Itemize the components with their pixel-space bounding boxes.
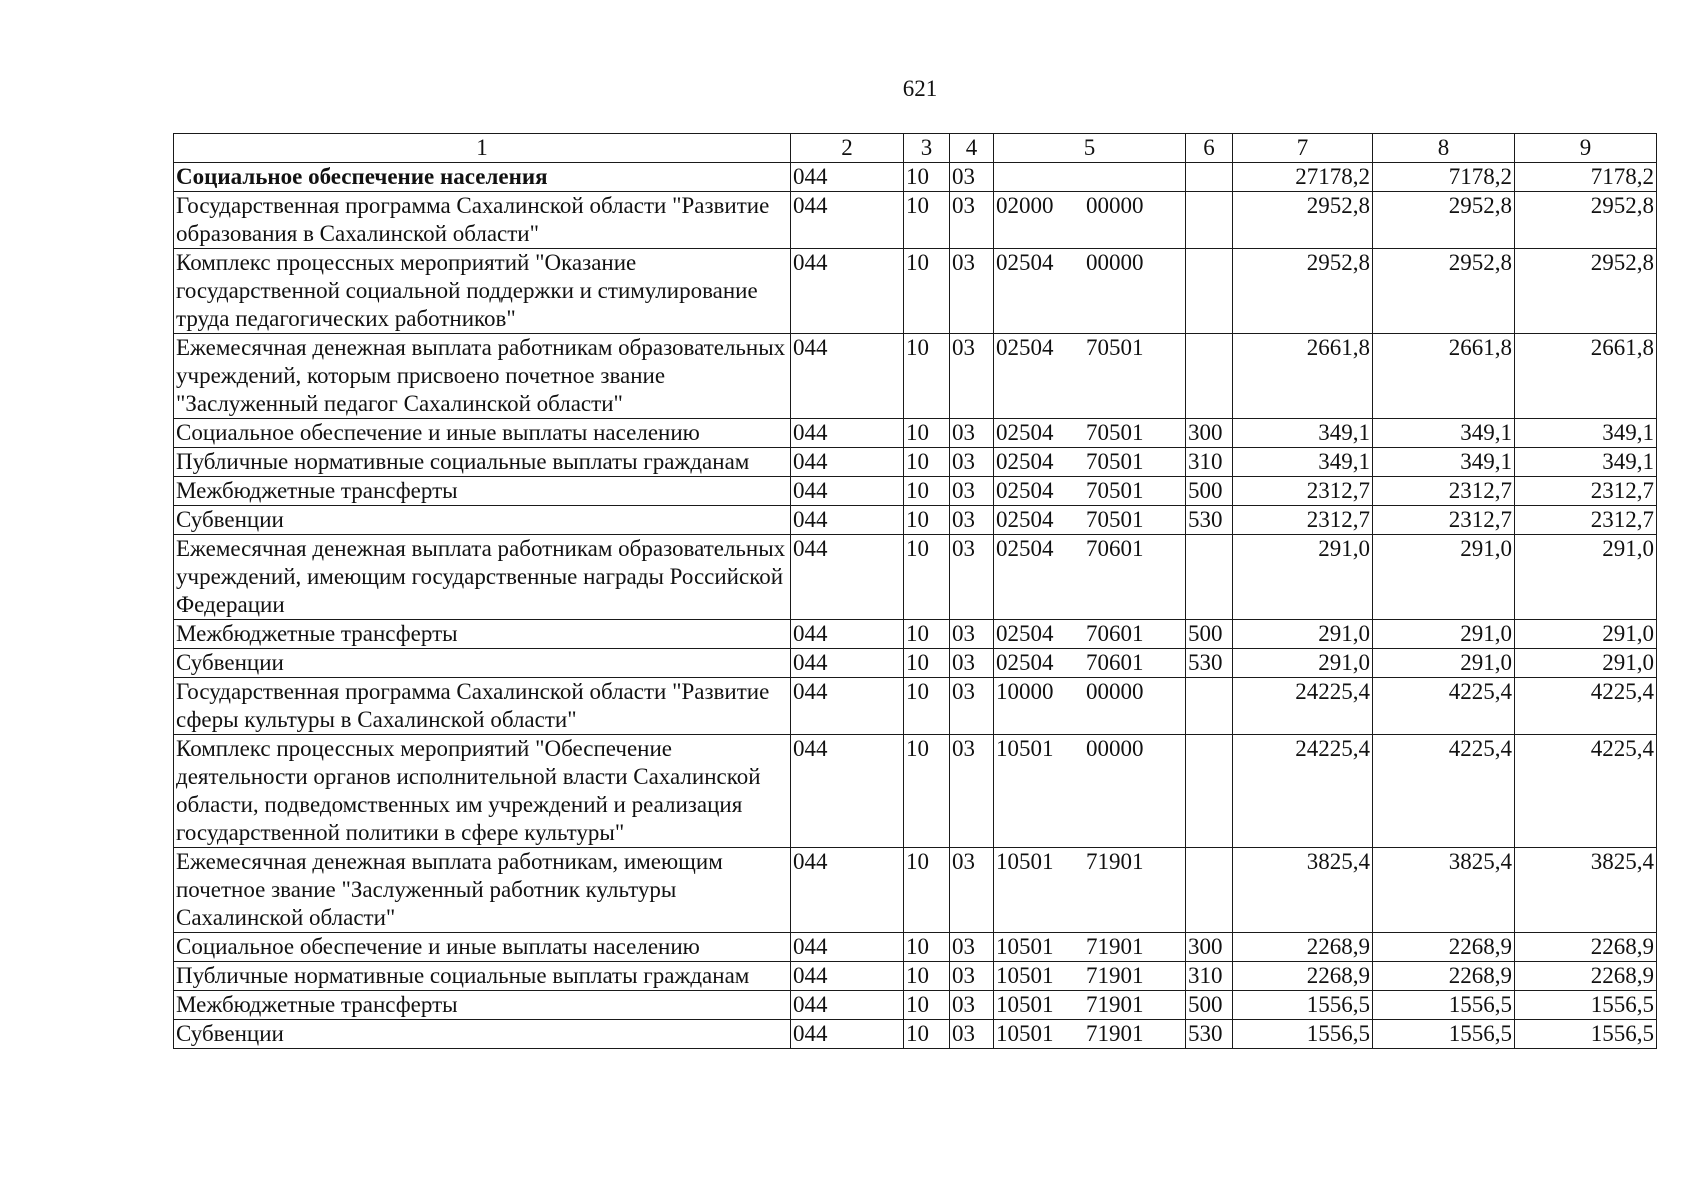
row-amount-col8: 291,0 — [1373, 620, 1515, 649]
row-amount-col9: 2312,7 — [1515, 506, 1657, 535]
target-code-part2: 71901 — [1086, 963, 1144, 988]
target-code-part1: 10501 — [996, 849, 1054, 874]
row-amount-col8: 2312,7 — [1373, 477, 1515, 506]
row-amount-col9: 1556,5 — [1515, 991, 1657, 1020]
table-row — [174, 962, 1657, 991]
target-code-part1: 10501 — [996, 934, 1054, 959]
row-amount-col7: 349,1 — [1233, 419, 1373, 448]
target-code-part2: 70501 — [1086, 420, 1144, 445]
row-amount-col7: 3825,4 — [1233, 848, 1373, 933]
row-code-expense-type: 300 — [1186, 933, 1233, 962]
row-code-expense-type: 310 — [1186, 962, 1233, 991]
target-code-part2: 00000 — [1086, 736, 1144, 761]
row-amount-col8: 3825,4 — [1373, 848, 1515, 933]
row-code-section: 10 — [904, 678, 950, 735]
row-code-expense-type — [1186, 848, 1233, 933]
row-code-subsection: 03 — [950, 962, 994, 991]
row-code-expense-type — [1186, 163, 1233, 192]
target-code-part2: 70601 — [1086, 650, 1144, 675]
row-code-expense-type: 300 — [1186, 419, 1233, 448]
column-header: 6 — [1186, 134, 1233, 163]
target-code-part1: 10501 — [996, 1021, 1054, 1046]
target-code-part1: 02504 — [996, 449, 1054, 474]
column-header: 2 — [791, 134, 904, 163]
column-header: 9 — [1515, 134, 1657, 163]
row-code-section: 10 — [904, 735, 950, 848]
row-code-subsection: 03 — [950, 477, 994, 506]
row-amount-col8: 291,0 — [1373, 535, 1515, 620]
row-amount-col8: 2268,9 — [1373, 962, 1515, 991]
target-code-part1: 10501 — [996, 963, 1054, 988]
row-code-subsection: 03 — [950, 506, 994, 535]
row-amount-col8: 1556,5 — [1373, 991, 1515, 1020]
row-code-expense-type: 310 — [1186, 448, 1233, 477]
row-code-target — [994, 163, 1186, 192]
row-amount-col9: 1556,5 — [1515, 1020, 1657, 1049]
row-amount-col7: 27178,2 — [1233, 163, 1373, 192]
row-amount-col7: 349,1 — [1233, 448, 1373, 477]
target-code-part1: 10501 — [996, 736, 1054, 761]
row-name: Субвенции — [174, 1020, 791, 1049]
row-code-subsection: 03 — [950, 419, 994, 448]
row-code-subsection: 03 — [950, 678, 994, 735]
row-code-section: 10 — [904, 649, 950, 678]
row-amount-col9: 349,1 — [1515, 419, 1657, 448]
row-amount-col7: 291,0 — [1233, 535, 1373, 620]
row-code-target — [994, 477, 1186, 506]
target-code-part2: 00000 — [1086, 193, 1144, 218]
row-amount-col7: 2268,9 — [1233, 933, 1373, 962]
row-code-expense-type — [1186, 192, 1233, 249]
table-row — [174, 1020, 1657, 1049]
target-code-part1: 02504 — [996, 621, 1054, 646]
row-code-section: 10 — [904, 448, 950, 477]
row-name: Межбюджетные трансферты — [174, 620, 791, 649]
row-amount-col7: 2268,9 — [1233, 962, 1373, 991]
row-name: Социальное обеспечение населения — [174, 163, 791, 192]
row-amount-col9: 2952,8 — [1515, 249, 1657, 334]
target-code-part2: 71901 — [1086, 934, 1144, 959]
row-amount-col7: 24225,4 — [1233, 735, 1373, 848]
row-code-ministry: 044 — [791, 933, 904, 962]
row-amount-col9: 291,0 — [1515, 620, 1657, 649]
row-amount-col7: 291,0 — [1233, 620, 1373, 649]
row-amount-col8: 2952,8 — [1373, 249, 1515, 334]
row-code-subsection: 03 — [950, 334, 994, 419]
row-code-target — [994, 735, 1186, 848]
row-amount-col8: 291,0 — [1373, 649, 1515, 678]
row-code-ministry: 044 — [791, 506, 904, 535]
row-code-target — [994, 419, 1186, 448]
row-amount-col7: 2952,8 — [1233, 249, 1373, 334]
row-code-section: 10 — [904, 163, 950, 192]
row-code-expense-type — [1186, 735, 1233, 848]
row-code-section: 10 — [904, 962, 950, 991]
row-code-target — [994, 962, 1186, 991]
target-code-part1: 02504 — [996, 507, 1054, 532]
row-code-subsection: 03 — [950, 1020, 994, 1049]
row-code-ministry: 044 — [791, 477, 904, 506]
row-name: Субвенции — [174, 506, 791, 535]
row-code-target — [994, 991, 1186, 1020]
table-row — [174, 249, 1657, 334]
row-code-section: 10 — [904, 535, 950, 620]
target-code-part2: 00000 — [1086, 250, 1144, 275]
row-code-section: 10 — [904, 991, 950, 1020]
row-code-subsection: 03 — [950, 933, 994, 962]
row-amount-col9: 2952,8 — [1515, 192, 1657, 249]
row-code-ministry: 044 — [791, 192, 904, 249]
table-row — [174, 334, 1657, 419]
row-amount-col8: 4225,4 — [1373, 735, 1515, 848]
target-code-part1: 02504 — [996, 335, 1054, 360]
target-code-part2: 70601 — [1086, 621, 1144, 646]
column-number-row — [174, 134, 1657, 163]
row-code-subsection: 03 — [950, 192, 994, 249]
row-amount-col9: 291,0 — [1515, 535, 1657, 620]
row-code-target — [994, 678, 1186, 735]
row-name: Ежемесячная денежная выплата работникам образовательных учреждений, которым присвоено почетное звание "Заслуженный педагог Сахалинской области" — [174, 334, 791, 419]
row-amount-col9: 3825,4 — [1515, 848, 1657, 933]
target-code-part1: 02504 — [996, 478, 1054, 503]
table-row — [174, 735, 1657, 848]
row-amount-col9: 4225,4 — [1515, 678, 1657, 735]
table-row — [174, 678, 1657, 735]
target-code-part2: 71901 — [1086, 992, 1144, 1017]
row-name: Ежемесячная денежная выплата работникам образовательных учреждений, имеющим государственные награды Российской Федерации — [174, 535, 791, 620]
table-row — [174, 848, 1657, 933]
row-code-section: 10 — [904, 249, 950, 334]
row-amount-col7: 1556,5 — [1233, 991, 1373, 1020]
row-amount-col9: 7178,2 — [1515, 163, 1657, 192]
row-code-target — [994, 649, 1186, 678]
row-name: Комплекс процессных мероприятий "Оказание государственной социальной поддержки и стимулирование труда педагогических работников" — [174, 249, 791, 334]
target-code-part2: 70601 — [1086, 536, 1144, 561]
row-code-expense-type: 500 — [1186, 991, 1233, 1020]
row-code-ministry: 044 — [791, 620, 904, 649]
row-amount-col8: 2952,8 — [1373, 192, 1515, 249]
table-row — [174, 535, 1657, 620]
row-name: Публичные нормативные социальные выплаты гражданам — [174, 448, 791, 477]
row-amount-col9: 2661,8 — [1515, 334, 1657, 419]
table-row — [174, 506, 1657, 535]
table-row — [174, 620, 1657, 649]
row-code-subsection: 03 — [950, 735, 994, 848]
row-amount-col7: 2312,7 — [1233, 506, 1373, 535]
page-number: 621 — [902, 76, 938, 101]
row-code-section: 10 — [904, 506, 950, 535]
row-code-section: 10 — [904, 477, 950, 506]
row-code-subsection: 03 — [950, 848, 994, 933]
row-code-expense-type: 500 — [1186, 620, 1233, 649]
target-code-part1: 02504 — [996, 420, 1054, 445]
target-code-part2: 71901 — [1086, 1021, 1144, 1046]
row-name: Межбюджетные трансферты — [174, 477, 791, 506]
row-amount-col8: 1556,5 — [1373, 1020, 1515, 1049]
row-amount-col9: 2312,7 — [1515, 477, 1657, 506]
row-name: Ежемесячная денежная выплата работникам, имеющим почетное звание "Заслуженный работник культуры Сахалинской области" — [174, 848, 791, 933]
row-name: Социальное обеспечение и иные выплаты населению — [174, 419, 791, 448]
row-amount-col9: 2268,9 — [1515, 962, 1657, 991]
row-code-expense-type: 500 — [1186, 477, 1233, 506]
budget-table — [173, 133, 1657, 1049]
column-header: 4 — [950, 134, 994, 163]
column-header: 8 — [1373, 134, 1515, 163]
row-code-ministry: 044 — [791, 649, 904, 678]
row-code-section: 10 — [904, 1020, 950, 1049]
row-code-ministry: 044 — [791, 334, 904, 419]
row-name: Комплекс процессных мероприятий "Обеспечение деятельности органов исполнительной власти Сахалинской области, подведомственных им учреждений и реализация государственной политики в сфере культуры" — [174, 735, 791, 848]
row-code-expense-type: 530 — [1186, 1020, 1233, 1049]
row-code-subsection: 03 — [950, 535, 994, 620]
row-code-target — [994, 535, 1186, 620]
row-code-section: 10 — [904, 334, 950, 419]
row-amount-col8: 2661,8 — [1373, 334, 1515, 419]
row-code-section: 10 — [904, 620, 950, 649]
row-code-target — [994, 933, 1186, 962]
row-name: Субвенции — [174, 649, 791, 678]
row-name: Публичные нормативные социальные выплаты гражданам — [174, 962, 791, 991]
table-row — [174, 448, 1657, 477]
table-row — [174, 419, 1657, 448]
row-code-ministry: 044 — [791, 1020, 904, 1049]
target-code-part1: 10000 — [996, 679, 1054, 704]
row-code-section: 10 — [904, 192, 950, 249]
row-amount-col7: 1556,5 — [1233, 1020, 1373, 1049]
row-code-section: 10 — [904, 848, 950, 933]
row-name: Государственная программа Сахалинской области "Развитие сферы культуры в Сахалинской области" — [174, 678, 791, 735]
row-code-subsection: 03 — [950, 620, 994, 649]
row-code-subsection: 03 — [950, 249, 994, 334]
target-code-part2: 71901 — [1086, 849, 1144, 874]
row-amount-col7: 2312,7 — [1233, 477, 1373, 506]
target-code-part1: 02000 — [996, 193, 1054, 218]
row-amount-col9: 4225,4 — [1515, 735, 1657, 848]
row-code-target — [994, 334, 1186, 419]
row-amount-col8: 7178,2 — [1373, 163, 1515, 192]
row-code-ministry: 044 — [791, 419, 904, 448]
table-row — [174, 163, 1657, 192]
row-code-expense-type — [1186, 249, 1233, 334]
row-amount-col7: 24225,4 — [1233, 678, 1373, 735]
target-code-part2: 70501 — [1086, 449, 1144, 474]
row-name: Социальное обеспечение и иные выплаты населению — [174, 933, 791, 962]
row-name: Государственная программа Сахалинской области "Развитие образования в Сахалинской области" — [174, 192, 791, 249]
table-row — [174, 991, 1657, 1020]
row-amount-col8: 2312,7 — [1373, 506, 1515, 535]
row-code-target — [994, 448, 1186, 477]
row-code-expense-type — [1186, 535, 1233, 620]
row-amount-col7: 2661,8 — [1233, 334, 1373, 419]
row-code-target — [994, 249, 1186, 334]
row-code-expense-type: 530 — [1186, 649, 1233, 678]
table-body — [174, 163, 1657, 1049]
row-code-target — [994, 506, 1186, 535]
row-amount-col7: 2952,8 — [1233, 192, 1373, 249]
row-code-expense-type — [1186, 678, 1233, 735]
row-code-subsection: 03 — [950, 448, 994, 477]
target-code-part2: 70501 — [1086, 478, 1144, 503]
row-code-section: 10 — [904, 933, 950, 962]
table-row — [174, 649, 1657, 678]
row-name: Межбюджетные трансферты — [174, 991, 791, 1020]
column-header: 3 — [904, 134, 950, 163]
target-code-part1: 02504 — [996, 650, 1054, 675]
row-code-target — [994, 192, 1186, 249]
row-code-ministry: 044 — [791, 535, 904, 620]
table-row — [174, 933, 1657, 962]
row-code-ministry: 044 — [791, 848, 904, 933]
row-code-ministry: 044 — [791, 163, 904, 192]
row-code-subsection: 03 — [950, 649, 994, 678]
table-row — [174, 192, 1657, 249]
column-header: 7 — [1233, 134, 1373, 163]
row-code-ministry: 044 — [791, 962, 904, 991]
target-code-part2: 70501 — [1086, 335, 1144, 360]
row-code-ministry: 044 — [791, 991, 904, 1020]
row-amount-col9: 349,1 — [1515, 448, 1657, 477]
row-amount-col9: 291,0 — [1515, 649, 1657, 678]
row-amount-col9: 2268,9 — [1515, 933, 1657, 962]
row-code-subsection: 03 — [950, 991, 994, 1020]
row-code-expense-type — [1186, 334, 1233, 419]
row-code-section: 10 — [904, 419, 950, 448]
row-amount-col8: 2268,9 — [1373, 933, 1515, 962]
row-code-target — [994, 620, 1186, 649]
column-header: 1 — [174, 134, 791, 163]
row-code-expense-type: 530 — [1186, 506, 1233, 535]
row-amount-col8: 349,1 — [1373, 448, 1515, 477]
row-code-subsection: 03 — [950, 163, 994, 192]
row-code-ministry: 044 — [791, 249, 904, 334]
row-amount-col8: 4225,4 — [1373, 678, 1515, 735]
row-code-target — [994, 1020, 1186, 1049]
row-code-ministry: 044 — [791, 678, 904, 735]
target-code-part1: 02504 — [996, 250, 1054, 275]
row-code-ministry: 044 — [791, 735, 904, 848]
row-code-target — [994, 848, 1186, 933]
target-code-part1: 02504 — [996, 536, 1054, 561]
row-code-ministry: 044 — [791, 448, 904, 477]
table-row — [174, 477, 1657, 506]
row-amount-col7: 291,0 — [1233, 649, 1373, 678]
target-code-part2: 00000 — [1086, 679, 1144, 704]
target-code-part2: 70501 — [1086, 507, 1144, 532]
column-header: 5 — [994, 134, 1186, 163]
target-code-part1: 10501 — [996, 992, 1054, 1017]
row-amount-col8: 349,1 — [1373, 419, 1515, 448]
